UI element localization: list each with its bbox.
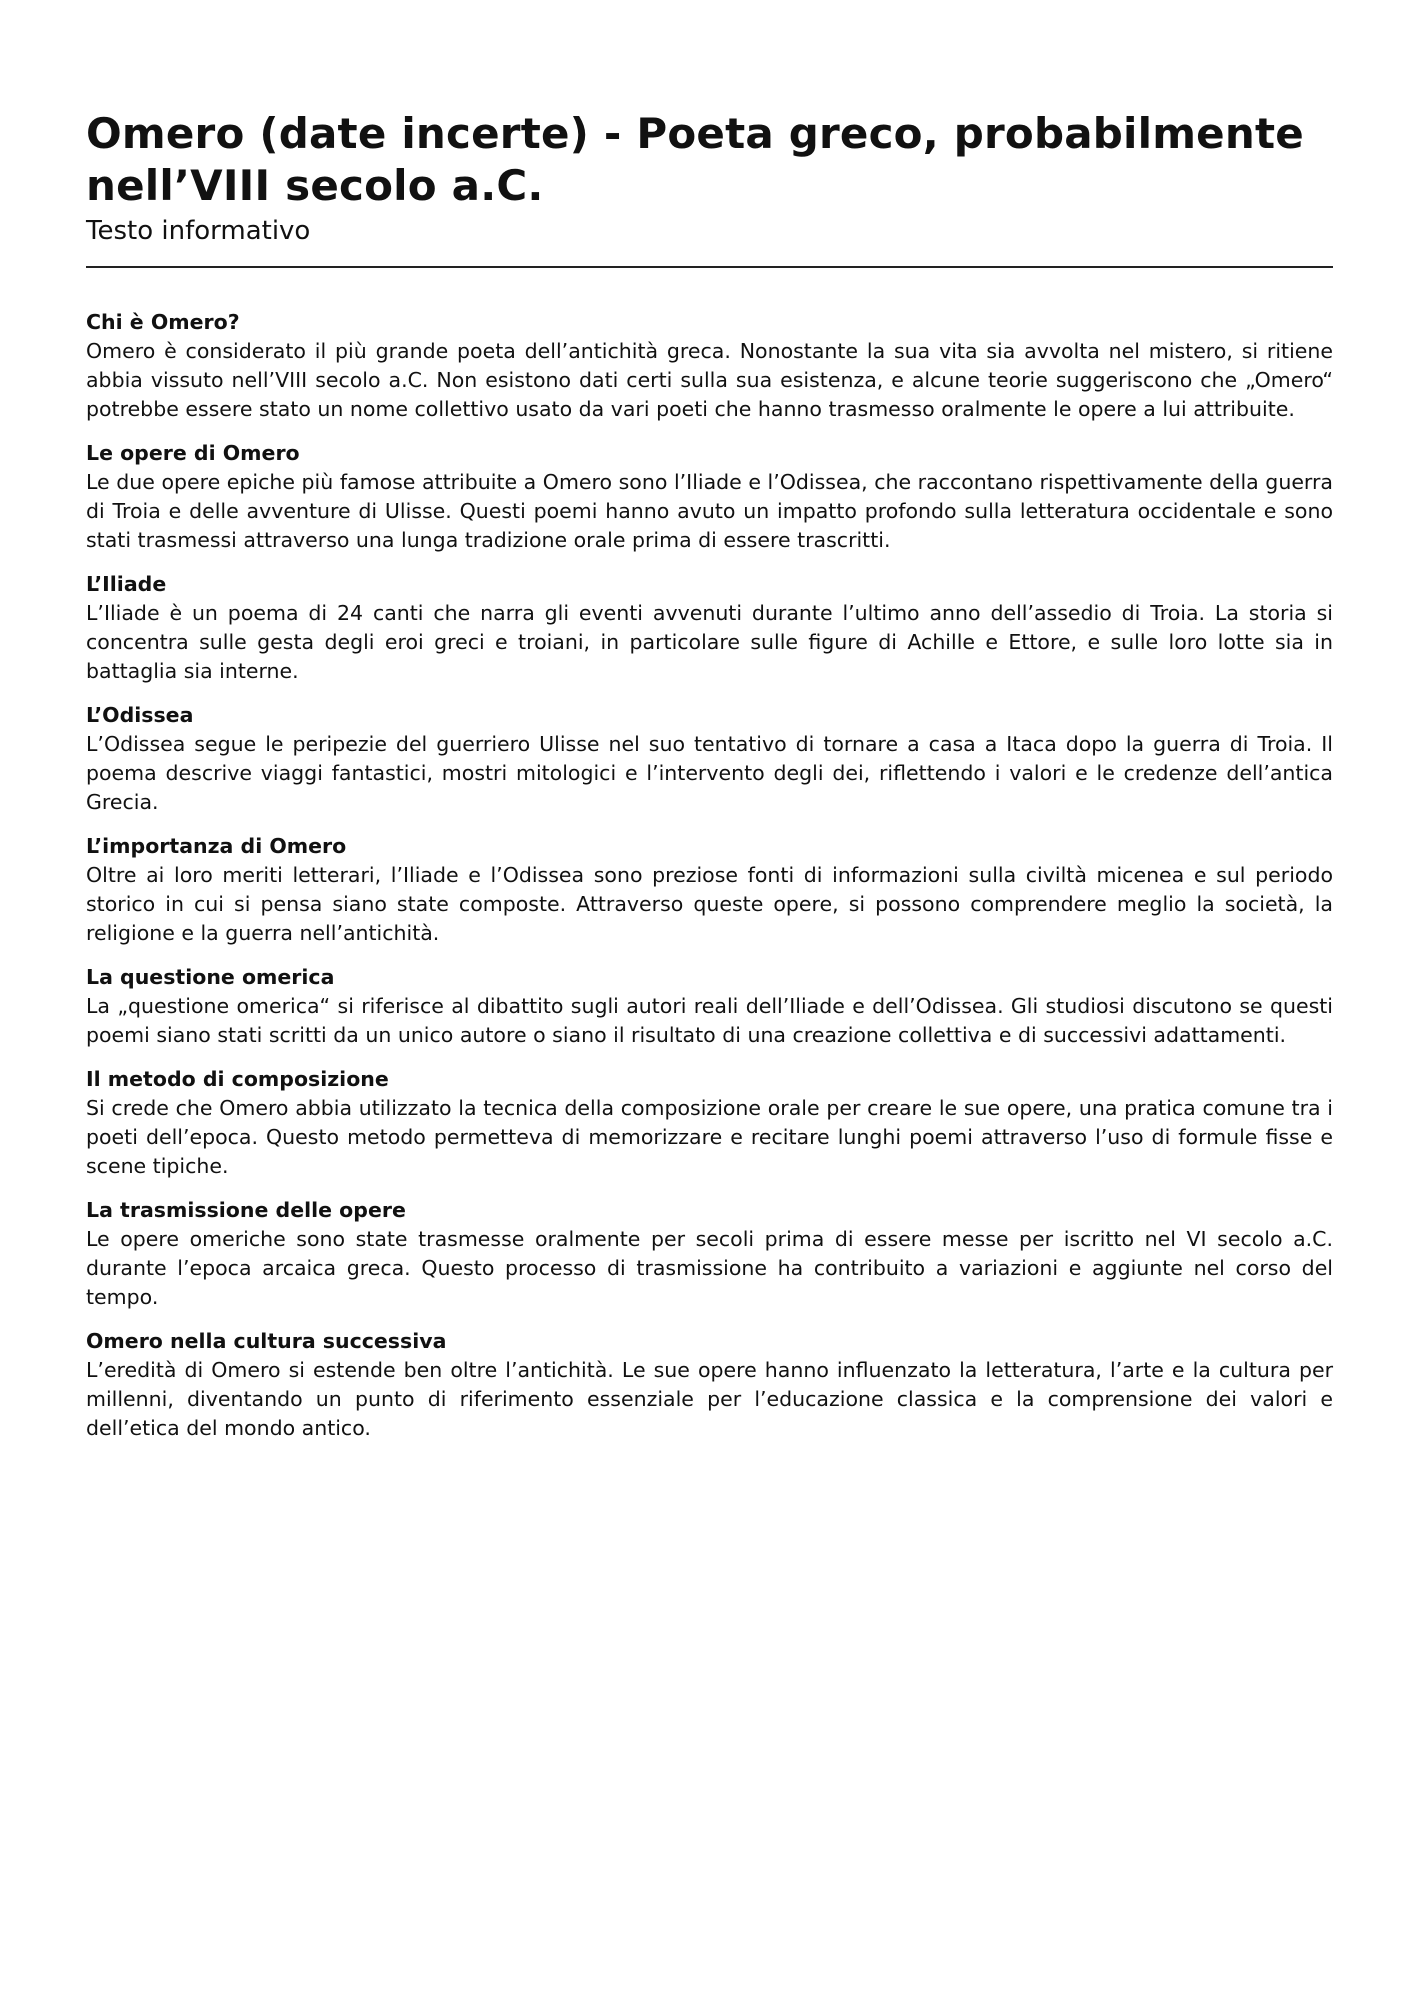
section-body: L’eredità di Omero si estende ben oltre l’antichità. Le sue opere hanno influenzato la letteratura, l’arte e la cultura per millenni, diventando un punto di riferimento essenziale per l’educazione classica e la comprensione dei valori e dell’etica del mondo antico. <box>86 1358 1333 1440</box>
section-body: Le opere omeriche sono state trasmesse oralmente per secoli prima di essere messe per iscritto nel VI secolo a.C. durante l’epoca arcaica greca. Questo processo di trasmissione ha contribuito a variazioni e aggiunte nel corso del tempo. <box>86 1227 1333 1309</box>
section-body: Si crede che Omero abbia utilizzato la tecnica della composizione orale per creare le sue opere, una pratica comune tra i poeti dell’epoca. Questo metodo permetteva di memorizzare e recitare lunghi poemi attraverso l’uso di formule fisse e scene tipiche. <box>86 1096 1333 1178</box>
section-trasmissione <box>86 1196 1333 1312</box>
document-body <box>86 308 1333 1443</box>
section-body: L’Iliade è un poema di 24 canti che narra gli eventi avvenuti durante l’ultimo anno dell’assedio di Troia. La storia si concentra sulle gesta degli eroi greci e troiani, in particolare sulle figure di Achille e Ettore, e sulle loro lotte sia in battaglia sia interne. <box>86 601 1333 683</box>
section-iliade <box>86 570 1333 686</box>
section-body: Omero è considerato il più grande poeta dell’antichità greca. Nonostante la sua vita sia avvolta nel mistero, si ritiene abbia vissuto nell’VIII secolo a.C. Non esistono dati certi sulla sua esistenza, e alcune teorie suggeriscono che „Omero“ potrebbe essere stato un nome collettivo usato da vari poeti che hanno trasmesso oralmente le opere a lui attribuite. <box>86 339 1333 421</box>
section-odissea <box>86 701 1333 817</box>
section-questione-omerica <box>86 963 1333 1050</box>
section-chi-e-omero <box>86 308 1333 424</box>
section-opere <box>86 439 1333 555</box>
section-body: L’Odissea segue le peripezie del guerriero Ulisse nel suo tentativo di tornare a casa a Itaca dopo la guerra di Troia. Il poema descrive viaggi fantastici, mostri mitologici e l’intervento degli dei, riflettendo i valori e le credenze dell’antica Grecia. <box>86 732 1333 814</box>
section-importanza <box>86 832 1333 948</box>
section-heading: L’importanza di Omero <box>86 834 347 858</box>
section-heading: Il metodo di composizione <box>86 1067 389 1091</box>
section-heading: Chi è Omero? <box>86 310 240 334</box>
section-heading: L’Iliade <box>86 572 167 596</box>
document-title: Omero (date incerte) - Poeta greco, probabilmente nell’VIII secolo a.C. <box>86 109 1304 210</box>
section-body: Le due opere epiche più famose attribuite a Omero sono l’Iliade e l’Odissea, che raccontano rispettivamente della guerra di Troia e delle avventure di Ulisse. Questi poemi hanno avuto un impatto profondo sulla letteratura occidentale e sono stati trasmessi attraverso una lunga tradizione orale prima di essere trascritti. <box>86 470 1333 552</box>
section-body: Oltre ai loro meriti letterari, l’Iliade e l’Odissea sono preziose fonti di informazioni sulla civiltà micenea e sul periodo storico in cui si pensa siano state composte. Attraverso queste opere, si possono comprendere meglio la società, la religione e la guerra nell’antichità. <box>86 863 1333 945</box>
section-heading: Le opere di Omero <box>86 441 300 465</box>
document-page <box>86 108 1333 1458</box>
section-metodo-composizione <box>86 1065 1333 1181</box>
section-body: La „questione omerica“ si riferisce al dibattito sugli autori reali dell’Iliade e dell’Odissea. Gli studiosi discutono se questi poemi siano stati scritti da un unico autore o siano il risultato di una creazione collettiva e di successivi adattamenti. <box>86 994 1333 1047</box>
document-subtitle: Testo informativo <box>86 216 311 246</box>
section-heading: Omero nella cultura successiva <box>86 1329 447 1353</box>
section-cultura-successiva <box>86 1327 1333 1443</box>
section-heading: La questione omerica <box>86 965 335 989</box>
section-heading: La trasmissione delle opere <box>86 1198 406 1222</box>
title-divider <box>86 266 1333 268</box>
section-heading: L’Odissea <box>86 703 194 727</box>
